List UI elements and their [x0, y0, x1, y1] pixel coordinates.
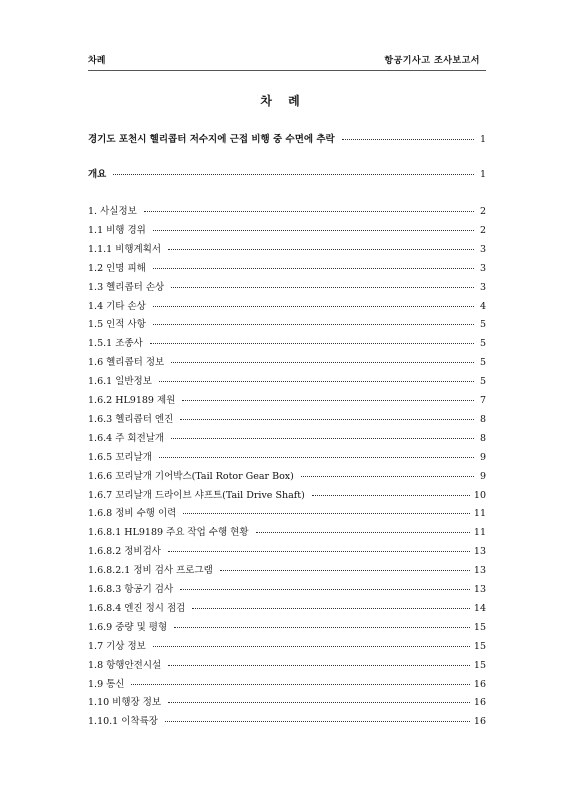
dot-leader — [180, 589, 470, 590]
dot-leader — [144, 211, 474, 212]
header-rule — [88, 70, 486, 71]
toc-entry[interactable] — [88, 505, 486, 523]
toc-entry-label: 1.8 항행안전시설 — [88, 659, 162, 671]
toc-entry-page-number: 16 — [473, 678, 486, 690]
toc-entry-label: 1.6 헬리콥터 정보 — [88, 357, 165, 369]
toc-entry[interactable] — [88, 619, 486, 637]
toc-entry-label: 1.5.1 조종사 — [88, 338, 143, 350]
toc-entry[interactable] — [88, 222, 486, 240]
toc-entry-label: 1.3 헬리콥터 손상 — [88, 281, 165, 293]
dot-leader — [159, 457, 474, 458]
dot-leader — [153, 306, 474, 307]
toc-entry-page-number: 1 — [479, 169, 486, 180]
toc-entry-label: 1.6.8.3 항공기 검사 — [88, 584, 174, 595]
toc-entry-label: 1.6.6 꼬리날개 기어박스(Tail Rotor Gear Box) — [88, 470, 294, 482]
toc-entry[interactable] — [88, 468, 486, 486]
toc-entry-label: 1.6.8 정비 수행 이력 — [88, 508, 177, 520]
dot-leader — [171, 362, 474, 363]
toc-entry[interactable] — [88, 203, 486, 221]
toc-entry[interactable] — [88, 241, 486, 259]
toc-entry-page-number: 15 — [473, 640, 486, 652]
dot-leader — [150, 343, 474, 344]
toc-entry-label: 1.6.8.2 정비검사 — [88, 546, 161, 558]
toc-entry[interactable] — [88, 430, 486, 448]
dot-leader — [171, 438, 474, 439]
dot-leader — [159, 381, 474, 382]
dot-leader — [182, 400, 474, 401]
toc-entry-page-number: 4 — [479, 300, 486, 312]
toc-entry-label: 1.4 기타 손상 — [88, 300, 146, 312]
toc-entry-label: 1.6.5 꼬리날개 — [88, 451, 152, 463]
dot-leader — [153, 646, 470, 647]
toc-entry-page-number: 7 — [479, 395, 486, 406]
toc-entry[interactable] — [88, 543, 486, 561]
toc-entry-label: 1.6.3 헬리콥터 엔진 — [88, 413, 174, 425]
running-header-right: 항공기사고 조사보고서 — [384, 56, 480, 66]
toc-entry-label: 1.6.9 중량 및 평형 — [88, 621, 168, 633]
toc-entry-page-number: 8 — [479, 432, 486, 444]
toc-entry[interactable] — [88, 487, 486, 505]
toc-entry-label: 1.2 인명 피해 — [88, 262, 146, 274]
toc-entry-label: 1.6.7 꼬리날개 드라이브 샤프트(Tail Drive Shaft) — [88, 489, 305, 501]
toc-entry-label: 개요 — [88, 169, 107, 180]
dot-leader — [153, 268, 474, 269]
toc-entry-page-number: 15 — [473, 659, 486, 671]
toc-entry-label: 1.9 통신 — [88, 678, 125, 690]
toc-entry-page-number: 10 — [473, 489, 486, 501]
toc-entry[interactable] — [88, 279, 486, 297]
toc-entry-page-number: 8 — [479, 413, 486, 425]
toc-entry-page-number: 11 — [473, 527, 486, 539]
toc-entry[interactable] — [88, 657, 486, 675]
toc-entry-label: 1.10.1 이착륙장 — [88, 716, 158, 728]
toc-entry-page-number: 1 — [479, 134, 486, 145]
toc-entry-page-number: 5 — [479, 376, 486, 388]
toc-entry[interactable] — [88, 298, 486, 316]
toc-entry[interactable] — [88, 392, 486, 410]
toc-entry-page-number: 5 — [479, 319, 486, 331]
toc-entry-label: 1.5 인적 사항 — [88, 319, 146, 331]
toc-entry[interactable] — [88, 131, 486, 149]
toc-entry[interactable] — [88, 354, 486, 372]
toc-entry-label: 1.1.1 비행계획서 — [88, 243, 162, 255]
toc-entry-label: 1.6.8.4 엔진 정시 점검 — [88, 602, 186, 614]
toc-entry[interactable] — [88, 411, 486, 429]
dot-leader — [165, 721, 470, 722]
toc-entry-label: 1.10 비행장 정보 — [88, 697, 162, 709]
toc-entry[interactable] — [88, 524, 486, 542]
toc-entry-page-number: 9 — [479, 470, 486, 482]
toc-entry[interactable] — [88, 335, 486, 353]
toc-entry[interactable] — [88, 676, 486, 694]
dot-leader — [342, 139, 474, 140]
toc-entry-page-number: 3 — [479, 262, 486, 274]
toc-title: 차 례 — [260, 94, 306, 108]
dot-leader — [168, 249, 474, 250]
toc-entry[interactable] — [88, 373, 486, 391]
dot-leader — [153, 324, 474, 325]
dot-leader — [113, 174, 474, 175]
toc-entry[interactable] — [88, 638, 486, 656]
dot-leader — [301, 476, 474, 477]
toc-entry-page-number: 5 — [479, 338, 486, 350]
toc-entry-label: 1.6.4 주 회전날개 — [88, 432, 165, 444]
toc-entry-page-number: 16 — [473, 716, 486, 728]
toc-entry-label: 1.6.8.1 HL9189 주요 작업 수행 현황 — [88, 527, 249, 539]
toc-entry-label: 1.6.8.2.1 정비 검사 프로그램 — [88, 565, 213, 577]
dot-leader — [131, 684, 469, 685]
toc-entry-label: 경기도 포천시 헬리콥터 저수지에 근접 비행 중 수면에 추락 — [88, 134, 335, 145]
dot-leader — [192, 608, 470, 609]
toc-entry-page-number: 14 — [473, 602, 486, 614]
dot-leader — [180, 419, 474, 420]
dot-leader — [171, 287, 474, 288]
toc-entry[interactable] — [88, 260, 486, 278]
toc-entry-page-number: 13 — [473, 546, 486, 558]
toc-entry-page-number: 2 — [479, 224, 486, 236]
toc-entry-page-number: 11 — [473, 508, 486, 520]
dot-leader — [183, 513, 470, 514]
dot-leader — [168, 551, 470, 552]
toc-entry[interactable] — [88, 449, 486, 467]
toc-entry-page-number: 2 — [479, 206, 486, 217]
running-header-left: 차례 — [88, 56, 106, 66]
toc-entry-page-number: 3 — [479, 281, 486, 293]
dot-leader — [153, 230, 474, 231]
toc-entry[interactable] — [88, 581, 486, 599]
dot-leader — [168, 702, 470, 703]
toc-entry-page-number: 5 — [479, 357, 486, 369]
toc-entry-label: 1.1 비행 경위 — [88, 224, 146, 236]
toc-entry-label: 1. 사실정보 — [88, 206, 137, 217]
toc-entry-label: 1.6.2 HL9189 제원 — [88, 395, 176, 406]
toc-entry-label: 1.7 기상 정보 — [88, 640, 146, 652]
dot-leader — [174, 627, 470, 628]
toc-entry[interactable] — [88, 713, 486, 731]
toc-entry-page-number: 15 — [473, 621, 486, 633]
dot-leader — [168, 665, 470, 666]
toc-entry-page-number: 13 — [473, 584, 486, 595]
toc-entry-page-number: 3 — [479, 243, 486, 255]
toc-entry[interactable] — [88, 166, 486, 184]
dot-leader — [220, 570, 470, 571]
dot-leader — [256, 532, 470, 533]
dot-leader — [312, 495, 470, 496]
toc-entry[interactable] — [88, 562, 486, 580]
toc-entry-page-number: 13 — [473, 565, 486, 577]
toc-entry-page-number: 16 — [473, 697, 486, 709]
toc-entry-page-number: 9 — [479, 451, 486, 463]
toc-entry[interactable] — [88, 694, 486, 712]
toc-entry[interactable] — [88, 316, 486, 334]
toc-entry[interactable] — [88, 600, 486, 618]
toc-entry-label: 1.6.1 일반정보 — [88, 376, 152, 388]
